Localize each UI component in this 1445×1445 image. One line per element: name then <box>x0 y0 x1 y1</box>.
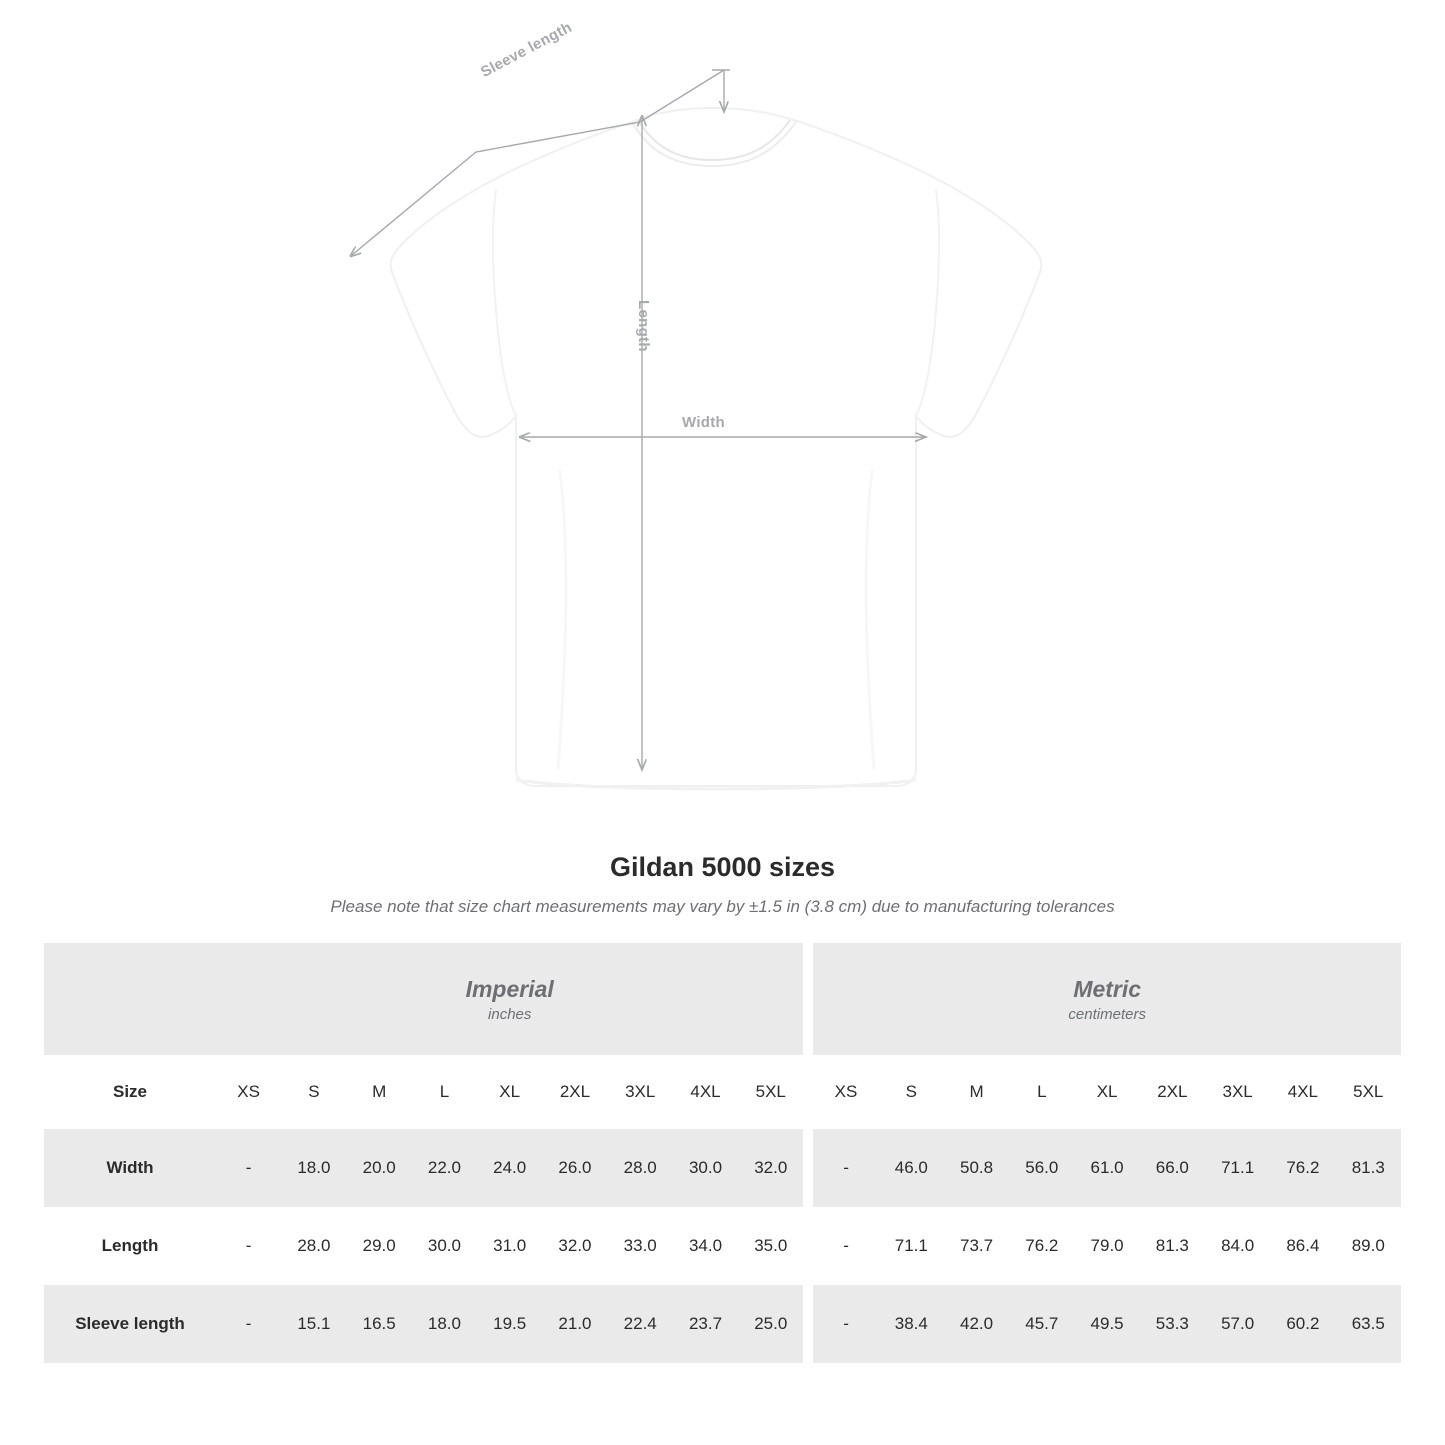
cell-width-imperial-m: 20.0 <box>347 1129 412 1207</box>
diagram-label-length: Length <box>635 300 652 352</box>
cell-width-metric-xl: 61.0 <box>1074 1129 1139 1207</box>
header-gap <box>803 1055 813 1129</box>
cell-sleeve-length-metric-m: 42.0 <box>944 1285 1009 1363</box>
row-gap <box>803 1129 813 1207</box>
cell-sleeve-length-metric-xl: 49.5 <box>1074 1285 1139 1363</box>
size-header-metric-xs: XS <box>813 1055 878 1129</box>
cell-width-imperial-xs: - <box>216 1129 281 1207</box>
cell-length-metric-l: 76.2 <box>1025 1236 1059 1255</box>
row-gap <box>803 1207 813 1285</box>
unit-row-corner <box>44 943 216 1055</box>
size-table <box>44 943 1401 1363</box>
cell-length-metric-xl: 79.0 <box>1090 1236 1124 1255</box>
title-block <box>0 852 1445 917</box>
cell-length-metric-m: 73.7 <box>960 1236 994 1255</box>
size-header-metric-5xl: 5XL <box>1336 1055 1401 1129</box>
cell-width-metric-2xl: 66.0 <box>1140 1129 1205 1207</box>
page-title: Gildan 5000 sizes <box>609 852 836 882</box>
size-header-imperial-2xl: 2XL <box>542 1055 607 1129</box>
size-header-row <box>44 1055 1401 1129</box>
cell-length-imperial-xs: - <box>245 1236 252 1255</box>
cell-length-metric-5xl: 89.0 <box>1351 1236 1385 1255</box>
size-header-imperial-s: S <box>281 1055 346 1129</box>
cell-width-metric-l: 56.0 <box>1009 1129 1074 1207</box>
cell-sleeve-length-metric-5xl: 63.5 <box>1336 1285 1401 1363</box>
size-header-label: Size <box>44 1055 216 1129</box>
unit-group-imperial: Imperial inches <box>216 943 803 1055</box>
table-row <box>44 1129 1401 1207</box>
cell-length-metric-3xl: 84.0 <box>1221 1236 1255 1255</box>
cell-length-imperial-3xl: 33.0 <box>623 1236 657 1255</box>
cell-length-imperial-2xl: 32.0 <box>558 1236 592 1255</box>
size-header-imperial-m: M <box>347 1055 412 1129</box>
unit-group-row <box>44 943 1401 1055</box>
cell-width-imperial-l: 22.0 <box>412 1129 477 1207</box>
cell-sleeve-length-metric-3xl: 57.0 <box>1205 1285 1270 1363</box>
cell-length-metric-s: 71.1 <box>894 1236 928 1255</box>
cell-sleeve-length-metric-4xl: 60.2 <box>1270 1285 1335 1363</box>
cell-width-metric-m: 50.8 <box>944 1129 1009 1207</box>
cell-length-metric-xs: - <box>843 1236 849 1255</box>
table-row <box>44 1285 1401 1363</box>
cell-sleeve-length-imperial-m: 16.5 <box>347 1285 412 1363</box>
size-header-metric-3xl: 3XL <box>1205 1055 1270 1129</box>
row-label-length: Length <box>101 1236 159 1255</box>
size-header-imperial-xs: XS <box>216 1055 281 1129</box>
cell-width-imperial-5xl: 32.0 <box>738 1129 803 1207</box>
size-header-metric-2xl: 2XL <box>1140 1055 1205 1129</box>
size-header-imperial-l: L <box>412 1055 477 1129</box>
size-header-imperial-5xl: 5XL <box>738 1055 803 1129</box>
cell-length-imperial-xl: 31.0 <box>493 1236 527 1255</box>
cell-width-imperial-xl: 24.0 <box>477 1129 542 1207</box>
size-table-wrapper <box>0 943 1445 1363</box>
table-row <box>44 1207 1401 1285</box>
diagram-label-sleeve-length: Sleeve length <box>478 18 575 82</box>
cell-sleeve-length-imperial-3xl: 22.4 <box>608 1285 673 1363</box>
cell-width-imperial-2xl: 26.0 <box>542 1129 607 1207</box>
unit-group-metric: Metric centimeters <box>813 943 1401 1055</box>
cell-length-imperial-m: 29.0 <box>362 1236 396 1255</box>
size-header-metric-xl: XL <box>1074 1055 1139 1129</box>
cell-width-imperial-4xl: 30.0 <box>673 1129 738 1207</box>
cell-width-metric-3xl: 71.1 <box>1205 1129 1270 1207</box>
cell-width-metric-5xl: 81.3 <box>1336 1129 1401 1207</box>
size-header-imperial-xl: XL <box>477 1055 542 1129</box>
cell-sleeve-length-imperial-l: 18.0 <box>412 1285 477 1363</box>
row-label-width: Width <box>44 1129 216 1207</box>
cell-sleeve-length-imperial-5xl: 25.0 <box>738 1285 803 1363</box>
cell-sleeve-length-imperial-xs: - <box>216 1285 281 1363</box>
cell-width-metric-4xl: 76.2 <box>1270 1129 1335 1207</box>
cell-sleeve-length-metric-2xl: 53.3 <box>1140 1285 1205 1363</box>
size-header-metric-l: L <box>1009 1055 1074 1129</box>
cell-sleeve-length-imperial-2xl: 21.0 <box>542 1285 607 1363</box>
cell-sleeve-length-imperial-4xl: 23.7 <box>673 1285 738 1363</box>
diagram-label-width: Width <box>682 414 726 431</box>
cell-length-imperial-4xl: 34.0 <box>688 1236 723 1255</box>
size-header-imperial-3xl: 3XL <box>608 1055 673 1129</box>
cell-length-imperial-s: 28.0 <box>297 1236 331 1255</box>
cell-length-imperial-5xl: 35.0 <box>754 1236 788 1255</box>
size-header-metric-4xl: 4XL <box>1270 1055 1335 1129</box>
size-header-metric-m: M <box>944 1055 1009 1129</box>
row-label-sleeve-length: Sleeve length <box>44 1285 216 1363</box>
cell-width-imperial-s: 18.0 <box>281 1129 346 1207</box>
tolerance-note: Please note that size chart measurements may vary by ±1.5 in (3.8 cm) due to manufacturing tolerances <box>330 897 1115 916</box>
cell-sleeve-length-metric-xs: - <box>813 1285 878 1363</box>
cell-sleeve-length-metric-s: 38.4 <box>879 1285 944 1363</box>
row-gap <box>803 1285 813 1363</box>
size-header-metric-s: S <box>879 1055 944 1129</box>
cell-sleeve-length-imperial-s: 15.1 <box>281 1285 346 1363</box>
size-header-imperial-4xl: 4XL <box>673 1055 738 1129</box>
cell-width-metric-s: 46.0 <box>879 1129 944 1207</box>
cell-sleeve-length-imperial-xl: 19.5 <box>477 1285 542 1363</box>
cell-sleeve-length-metric-l: 45.7 <box>1009 1285 1074 1363</box>
cell-length-metric-4xl: 86.4 <box>1286 1236 1320 1255</box>
cell-width-imperial-3xl: 28.0 <box>608 1129 673 1207</box>
cell-length-metric-2xl: 81.3 <box>1155 1236 1189 1255</box>
cell-length-imperial-l: 30.0 <box>427 1236 461 1255</box>
unit-row-gap <box>803 943 813 1055</box>
cell-width-metric-xs: - <box>813 1129 878 1207</box>
